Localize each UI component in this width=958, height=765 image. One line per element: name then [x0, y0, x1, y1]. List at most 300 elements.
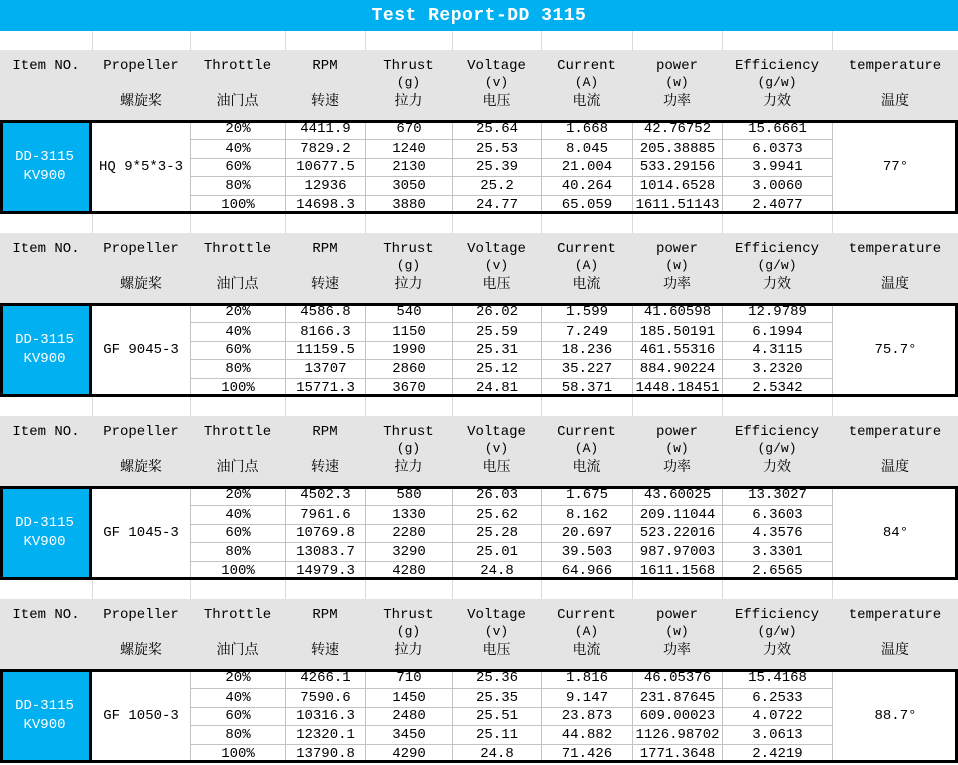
thrust-cell: 2480 — [365, 707, 452, 726]
column-label-zh: 转速 — [311, 460, 339, 476]
column-label-en: RPM — [312, 424, 338, 440]
rpm-cell: 11159.5 — [285, 341, 365, 360]
column-unit: (A) — [574, 258, 599, 273]
column-unit: (v) — [484, 441, 509, 456]
current-cell: 1.675 — [541, 486, 632, 505]
column-label-en: Item NO. — [12, 607, 80, 623]
column-label-en: Efficiency — [734, 58, 819, 74]
column-header-propeller — [92, 599, 190, 669]
item-model-line: DD-3115 — [15, 697, 74, 714]
efficiency-cell: 15.4168 — [722, 669, 832, 688]
throttle-cell: 100% — [190, 378, 285, 397]
rpm-cell: 10769.8 — [285, 524, 365, 543]
column-header-voltage — [452, 233, 541, 303]
grid-gap-cell — [92, 397, 190, 416]
column-header-power — [632, 416, 722, 486]
throttle-cell: 20% — [190, 120, 285, 139]
column-header-efficiency — [722, 599, 832, 669]
column-unit: (w) — [665, 624, 689, 639]
rpm-cell: 10316.3 — [285, 707, 365, 726]
thrust-cell: 1240 — [365, 139, 452, 158]
throttle-cell: 40% — [190, 688, 285, 707]
column-header-propeller — [92, 416, 190, 486]
column-label-zh: 拉力 — [394, 643, 423, 659]
grid-gap-cell — [190, 580, 285, 599]
grid-gap-cell — [0, 580, 92, 599]
efficiency-cell: 12.9789 — [722, 303, 832, 322]
voltage-cell: 26.02 — [452, 303, 541, 322]
column-label-zh: 油门点 — [216, 94, 259, 110]
column-label-zh: 电压 — [482, 94, 511, 110]
power-cell: 41.60598 — [632, 303, 722, 322]
column-label-en: Item NO. — [12, 58, 80, 74]
throttle-cell: 100% — [190, 195, 285, 214]
column-label-zh: 螺旋桨 — [120, 643, 162, 659]
column-header-temperature — [832, 50, 958, 120]
grid-gap-cell — [541, 580, 632, 599]
efficiency-cell: 6.0373 — [722, 139, 832, 158]
power-cell: 42.76752 — [632, 120, 722, 139]
column-label-zh: 电流 — [572, 94, 601, 110]
item-model-line: DD-3115 — [15, 148, 74, 165]
column-label-en: Thrust — [383, 241, 434, 257]
rpm-cell: 8166.3 — [285, 322, 365, 341]
column-header-efficiency — [722, 416, 832, 486]
table-header-row — [0, 416, 958, 486]
grid-gap-cell — [722, 397, 832, 416]
throttle-cell: 20% — [190, 303, 285, 322]
column-label-en: power — [655, 607, 698, 623]
grid-gap-cell — [722, 580, 832, 599]
column-label-zh: 油门点 — [216, 277, 259, 293]
current-cell: 18.236 — [541, 341, 632, 360]
column-label-en: Efficiency — [734, 241, 819, 257]
column-header-temperature — [832, 233, 958, 303]
propeller-cell: HQ 9*5*3-3 — [98, 158, 183, 175]
power-cell: 1014.6528 — [632, 176, 722, 195]
efficiency-cell: 15.6661 — [722, 120, 832, 139]
column-label-en: RPM — [312, 58, 338, 74]
column-unit: (g) — [396, 75, 421, 90]
column-label-en: Current — [557, 424, 616, 440]
item-model-line: DD-3115 — [15, 331, 74, 348]
throttle-cell: 100% — [190, 561, 285, 580]
current-cell: 40.264 — [541, 176, 632, 195]
thrust-cell: 580 — [365, 486, 452, 505]
report-title: Test Report-DD 3115 — [371, 5, 587, 26]
grid-gap-cell — [285, 214, 365, 233]
current-cell: 71.426 — [541, 744, 632, 763]
power-cell: 1771.3648 — [632, 744, 722, 763]
column-label-en: Propeller — [103, 424, 179, 440]
thrust-cell: 1330 — [365, 505, 452, 524]
grid-gap-cell — [365, 214, 452, 233]
voltage-cell: 25.53 — [452, 139, 541, 158]
column-label-zh: 电压 — [482, 460, 511, 476]
column-label-en: temperature — [848, 607, 942, 623]
throttle-cell: 80% — [190, 359, 285, 378]
section-gap — [0, 397, 958, 416]
data-block — [0, 486, 958, 580]
rpm-cell: 4502.3 — [285, 486, 365, 505]
column-header-item — [0, 599, 92, 669]
throttle-cell: 20% — [190, 669, 285, 688]
thrust-cell: 3880 — [365, 195, 452, 214]
current-cell: 1.668 — [541, 120, 632, 139]
current-cell: 39.503 — [541, 542, 632, 561]
voltage-cell: 25.62 — [452, 505, 541, 524]
power-cell: 461.55316 — [632, 341, 722, 360]
thrust-cell: 3050 — [365, 176, 452, 195]
column-unit: (w) — [665, 258, 689, 273]
power-cell: 523.22016 — [632, 524, 722, 543]
power-cell: 1611.1568 — [632, 561, 722, 580]
power-cell: 209.11044 — [632, 505, 722, 524]
column-unit: (g/w) — [757, 441, 797, 456]
column-unit: (v) — [484, 624, 509, 639]
column-header-temperature — [832, 599, 958, 669]
thrust-cell: 4290 — [365, 744, 452, 763]
temperature-cell: 88.7° — [832, 669, 958, 763]
column-label-zh: 转速 — [311, 643, 339, 659]
column-label-en: Propeller — [103, 241, 179, 257]
current-cell: 1.599 — [541, 303, 632, 322]
grid-gap-cell — [92, 580, 190, 599]
column-header-thrust — [365, 416, 452, 486]
current-cell: 7.249 — [541, 322, 632, 341]
current-cell: 1.816 — [541, 669, 632, 688]
rpm-cell: 7590.6 — [285, 688, 365, 707]
efficiency-cell: 6.1994 — [722, 322, 832, 341]
propeller-cell: GF 1050-3 — [103, 707, 179, 724]
grid-gap-cell — [285, 31, 365, 50]
voltage-cell: 26.03 — [452, 486, 541, 505]
column-label-en: power — [655, 58, 698, 74]
column-unit: (w) — [665, 75, 689, 90]
column-label-zh: 螺旋桨 — [120, 277, 162, 293]
power-cell: 205.38885 — [632, 139, 722, 158]
power-cell: 1126.98702 — [632, 725, 722, 744]
column-unit: (g) — [396, 258, 421, 273]
grid-gap-cell — [452, 214, 541, 233]
column-label-zh: 功率 — [663, 94, 691, 110]
current-cell: 9.147 — [541, 688, 632, 707]
column-unit: (A) — [574, 624, 599, 639]
column-unit: (g/w) — [757, 75, 797, 90]
column-header-rpm — [285, 416, 365, 486]
column-header-power — [632, 599, 722, 669]
column-header-voltage — [452, 599, 541, 669]
throttle-cell: 40% — [190, 322, 285, 341]
column-label-zh: 拉力 — [394, 460, 423, 476]
grid-gap-cell — [832, 214, 958, 233]
column-unit: (g/w) — [757, 624, 797, 639]
report-body — [0, 31, 958, 763]
column-header-efficiency — [722, 233, 832, 303]
throttle-cell: 80% — [190, 725, 285, 744]
grid-gap-cell — [190, 214, 285, 233]
column-header-item — [0, 233, 92, 303]
grid-gap-cell — [365, 31, 452, 50]
column-header-voltage — [452, 50, 541, 120]
power-cell: 43.60025 — [632, 486, 722, 505]
column-label-en: Voltage — [467, 424, 526, 440]
rpm-cell: 7961.6 — [285, 505, 365, 524]
throttle-cell: 80% — [190, 542, 285, 561]
column-label-en: RPM — [312, 607, 338, 623]
thrust-cell: 3670 — [365, 378, 452, 397]
grid-gap-cell — [632, 397, 722, 416]
column-label-zh: 油门点 — [216, 643, 259, 659]
power-cell: 987.97003 — [632, 542, 722, 561]
propeller-cell: GF 9045-3 — [103, 341, 179, 358]
propeller-cell: GF 1045-3 — [103, 524, 179, 541]
voltage-cell: 25.64 — [452, 120, 541, 139]
grid-gap-cell — [365, 397, 452, 416]
column-label-zh: 电压 — [482, 643, 511, 659]
column-label-en: temperature — [848, 58, 942, 74]
grid-gap-cell — [832, 580, 958, 599]
current-cell: 65.059 — [541, 195, 632, 214]
column-label-zh: 温度 — [881, 277, 909, 293]
throttle-cell: 80% — [190, 176, 285, 195]
section-gap — [0, 31, 958, 50]
column-label-zh: 力效 — [763, 643, 791, 659]
column-unit: (g) — [396, 624, 421, 639]
column-label-zh: 温度 — [881, 643, 909, 659]
power-cell: 1611.51143 — [632, 195, 722, 214]
column-header-throttle — [190, 599, 285, 669]
column-label-en: temperature — [848, 424, 942, 440]
efficiency-cell: 3.3301 — [722, 542, 832, 561]
column-header-current — [541, 599, 632, 669]
voltage-cell: 25.59 — [452, 322, 541, 341]
column-header-item — [0, 50, 92, 120]
thrust-cell: 540 — [365, 303, 452, 322]
column-header-throttle — [190, 416, 285, 486]
thrust-cell: 3450 — [365, 725, 452, 744]
rpm-cell: 13790.8 — [285, 744, 365, 763]
data-block — [0, 120, 958, 214]
grid-gap-cell — [632, 580, 722, 599]
column-label-en: RPM — [312, 241, 338, 257]
report-title-bar — [0, 0, 958, 31]
throttle-cell: 60% — [190, 341, 285, 360]
column-label-en: Item NO. — [12, 424, 80, 440]
thrust-cell: 3290 — [365, 542, 452, 561]
column-label-en: Voltage — [467, 241, 526, 257]
column-header-current — [541, 233, 632, 303]
table-header-row — [0, 50, 958, 120]
data-block — [0, 303, 958, 397]
column-label-en: Item NO. — [12, 241, 80, 257]
voltage-cell: 24.81 — [452, 378, 541, 397]
grid-gap-cell — [92, 31, 190, 50]
power-cell: 46.05376 — [632, 669, 722, 688]
efficiency-cell: 6.3603 — [722, 505, 832, 524]
grid-gap-cell — [722, 214, 832, 233]
efficiency-cell: 2.5342 — [722, 378, 832, 397]
column-label-zh: 电流 — [572, 643, 601, 659]
grid-gap-cell — [92, 214, 190, 233]
item-model-line: DD-3115 — [15, 514, 74, 531]
grid-gap-cell — [0, 397, 92, 416]
voltage-cell: 25.35 — [452, 688, 541, 707]
item-no-cell — [0, 669, 92, 763]
item-kv-line: KV900 — [23, 350, 66, 367]
rpm-cell: 4411.9 — [285, 120, 365, 139]
column-unit: (v) — [484, 75, 509, 90]
grid-gap-cell — [190, 31, 285, 50]
column-header-item — [0, 416, 92, 486]
grid-gap-cell — [832, 31, 958, 50]
column-label-en: Current — [557, 607, 616, 623]
throttle-cell: 60% — [190, 707, 285, 726]
column-header-rpm — [285, 233, 365, 303]
column-header-thrust — [365, 233, 452, 303]
column-header-power — [632, 233, 722, 303]
column-header-throttle — [190, 233, 285, 303]
voltage-cell: 24.8 — [452, 561, 541, 580]
rpm-cell: 14698.3 — [285, 195, 365, 214]
table-header-row — [0, 599, 958, 669]
thrust-cell: 2860 — [365, 359, 452, 378]
column-label-zh: 功率 — [663, 643, 691, 659]
column-label-zh: 电压 — [482, 277, 511, 293]
current-cell: 23.873 — [541, 707, 632, 726]
column-label-zh: 电流 — [572, 460, 601, 476]
column-label-en: power — [655, 424, 698, 440]
voltage-cell: 24.77 — [452, 195, 541, 214]
column-label-en: Propeller — [103, 607, 179, 623]
power-cell: 185.50191 — [632, 322, 722, 341]
grid-gap-cell — [285, 580, 365, 599]
grid-gap-cell — [541, 31, 632, 50]
thrust-cell: 2280 — [365, 524, 452, 543]
item-kv-line: KV900 — [23, 533, 66, 550]
grid-gap-cell — [0, 31, 92, 50]
efficiency-cell: 3.0060 — [722, 176, 832, 195]
column-label-zh: 温度 — [881, 94, 909, 110]
column-label-en: Thrust — [383, 607, 434, 623]
throttle-cell: 60% — [190, 524, 285, 543]
column-label-zh: 油门点 — [216, 460, 259, 476]
column-header-thrust — [365, 599, 452, 669]
column-label-zh: 力效 — [763, 460, 791, 476]
column-label-en: Thrust — [383, 424, 434, 440]
column-header-efficiency — [722, 50, 832, 120]
column-label-en: Thrust — [383, 58, 434, 74]
column-label-zh: 拉力 — [394, 277, 423, 293]
grid-gap-cell — [452, 580, 541, 599]
column-label-zh: 力效 — [763, 277, 791, 293]
column-label-en: Throttle — [203, 607, 272, 623]
column-label-en: Throttle — [203, 241, 272, 257]
column-label-en: Current — [557, 58, 616, 74]
voltage-cell: 25.12 — [452, 359, 541, 378]
efficiency-cell: 3.0613 — [722, 725, 832, 744]
column-label-en: Propeller — [103, 58, 179, 74]
thrust-cell: 4280 — [365, 561, 452, 580]
efficiency-cell: 2.6565 — [722, 561, 832, 580]
column-header-rpm — [285, 50, 365, 120]
current-cell: 20.697 — [541, 524, 632, 543]
power-cell: 1448.18451 — [632, 378, 722, 397]
thrust-cell: 710 — [365, 669, 452, 688]
current-cell: 35.227 — [541, 359, 632, 378]
item-kv-line: KV900 — [23, 716, 66, 733]
column-label-en: Throttle — [203, 58, 272, 74]
column-label-en: Voltage — [467, 607, 526, 623]
column-header-thrust — [365, 50, 452, 120]
grid-gap-cell — [365, 580, 452, 599]
rpm-cell: 13707 — [285, 359, 365, 378]
throttle-cell: 20% — [190, 486, 285, 505]
item-kv-line: KV900 — [23, 167, 66, 184]
column-label-zh: 转速 — [311, 277, 339, 293]
section-gap — [0, 580, 958, 599]
column-header-propeller — [92, 233, 190, 303]
current-cell: 8.162 — [541, 505, 632, 524]
column-label-en: temperature — [848, 241, 942, 257]
efficiency-cell: 2.4077 — [722, 195, 832, 214]
column-label-zh: 螺旋桨 — [120, 94, 162, 110]
column-header-rpm — [285, 599, 365, 669]
rpm-cell: 12936 — [285, 176, 365, 195]
column-header-current — [541, 50, 632, 120]
grid-gap-cell — [452, 31, 541, 50]
column-label-zh: 力效 — [763, 94, 791, 110]
column-header-power — [632, 50, 722, 120]
grid-gap-cell — [722, 31, 832, 50]
column-header-voltage — [452, 416, 541, 486]
column-label-en: Efficiency — [734, 424, 819, 440]
thrust-cell: 1150 — [365, 322, 452, 341]
grid-gap-cell — [285, 397, 365, 416]
rpm-cell: 4586.8 — [285, 303, 365, 322]
rpm-cell: 4266.1 — [285, 669, 365, 688]
voltage-cell: 25.01 — [452, 542, 541, 561]
column-label-zh: 螺旋桨 — [120, 460, 162, 476]
column-unit: (w) — [665, 441, 689, 456]
grid-gap-cell — [190, 397, 285, 416]
column-unit: (A) — [574, 441, 599, 456]
power-cell: 533.29156 — [632, 158, 722, 177]
grid-gap-cell — [452, 397, 541, 416]
rpm-cell: 15771.3 — [285, 378, 365, 397]
column-header-current — [541, 416, 632, 486]
efficiency-cell: 4.3115 — [722, 341, 832, 360]
thrust-cell: 1990 — [365, 341, 452, 360]
item-no-cell — [0, 486, 92, 580]
column-label-en: power — [655, 241, 698, 257]
efficiency-cell: 13.3027 — [722, 486, 832, 505]
voltage-cell: 25.51 — [452, 707, 541, 726]
column-label-zh: 转速 — [311, 94, 339, 110]
column-unit: (v) — [484, 258, 509, 273]
column-label-en: Current — [557, 241, 616, 257]
column-label-en: Efficiency — [734, 607, 819, 623]
throttle-cell: 60% — [190, 158, 285, 177]
item-no-cell — [0, 120, 92, 214]
column-label-zh: 功率 — [663, 460, 691, 476]
power-cell: 231.87645 — [632, 688, 722, 707]
column-header-propeller — [92, 50, 190, 120]
voltage-cell: 25.11 — [452, 725, 541, 744]
temperature-cell: 84° — [832, 486, 958, 580]
column-unit: (g) — [396, 441, 421, 456]
rpm-cell: 7829.2 — [285, 139, 365, 158]
